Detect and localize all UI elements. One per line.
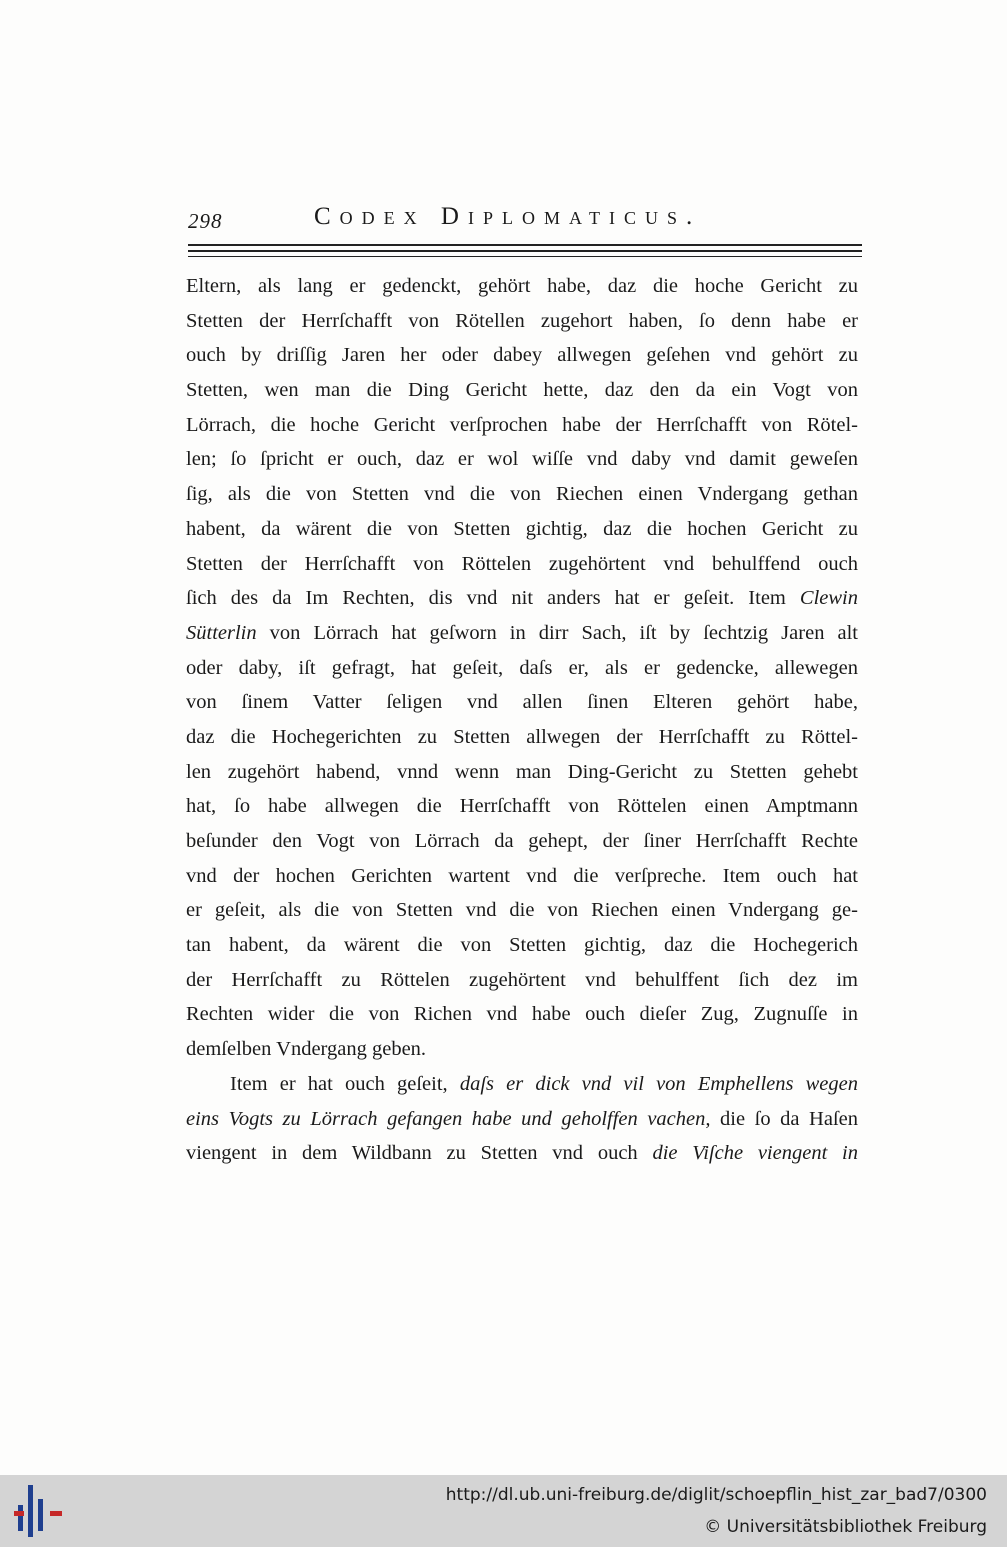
italic-text-segment: die Viſche viengent in: [652, 1142, 858, 1165]
text-line: [186, 685, 858, 720]
text-line: [186, 789, 858, 824]
text-segment: daz die Hochegerichten zu Stetten allwegen der Herrſchafft zu Röttel-: [186, 725, 858, 748]
text-segment: der Herrſchafft zu Röttelen zugehörtent vnd behulffent ſich dez im: [186, 968, 858, 991]
text-line: [186, 477, 858, 512]
text-segment: hat, ſo habe allwegen die Herrſchafft von Röttelen einen Amptmann: [186, 795, 858, 818]
italic-text-segment: eins Vogts zu Lörrach gefangen habe und geholffen vachen,: [186, 1107, 711, 1130]
text-segment: ſich des da Im Rechten, dis vnd nit anders hat er geſeit. Item: [186, 587, 800, 610]
footer-bar: [0, 1475, 1007, 1547]
text-line: [186, 928, 858, 963]
text-segment: vnd der hochen Gerichten wartent vnd die verſpreche. Item ouch hat: [186, 864, 858, 887]
text-line: [186, 512, 858, 547]
page-header: [188, 203, 860, 237]
text-segment: viengent in dem Wildbann zu Stetten vnd ouch: [186, 1142, 653, 1165]
text-line: [186, 581, 858, 616]
text-line: [186, 651, 858, 686]
text-line: [186, 720, 858, 755]
text-line: [186, 1136, 858, 1171]
text-line: [186, 616, 858, 651]
text-segment: tan habent, da wärent die von Stetten gichtig, daz die Hochegerich: [186, 934, 858, 957]
text-segment: ſig, als die von Stetten vnd die von Riechen einen Vndergang gethan: [186, 483, 858, 506]
header-rule-top: [188, 244, 862, 246]
ub-freiburg-logo-icon[interactable]: [14, 1485, 64, 1537]
running-title: Codex Diplomaticus.: [314, 203, 702, 230]
text-segment: Lörrach, die hoche Gericht verſprochen habe der Herrſchafft von Rötel-: [186, 413, 858, 436]
text-line: [186, 408, 858, 443]
text-segment: von ſinem Vatter ſeligen vnd allen ſinen Elteren gehört habe,: [186, 691, 858, 714]
text-line: [186, 304, 858, 339]
text-segment: habent, da wärent die von Stetten gichtig, daz die hochen Gericht zu: [186, 517, 858, 540]
text-line: [186, 859, 858, 894]
text-segment: von Lörrach hat geſworn in dirr Sach, iſt by ſechtzig Jaren alt: [256, 621, 858, 644]
text-line: [186, 1032, 858, 1067]
text-line: [186, 824, 858, 859]
text-line: [186, 997, 858, 1032]
text-segment: beſunder den Vogt von Lörrach da gehept, der ſiner Herrſchafft Rechte: [186, 830, 858, 852]
text-line: [186, 755, 858, 790]
text-segment: Stetten der Herrſchafft von Röttelen zugehörtent vnd behulffend ouch: [186, 552, 858, 575]
text-segment: er geſeit, als die von Stetten vnd die von Riechen einen Vndergang ge-: [186, 899, 858, 922]
header-rule-middle: [188, 250, 862, 252]
text-line: [186, 373, 858, 408]
text-line: [186, 338, 858, 373]
text-segment: demſelben Vndergang geben.: [186, 1038, 427, 1061]
italic-text-segment: Sütterlin: [186, 621, 257, 644]
text-segment: len; ſo ſpricht er ouch, daz er wol wiſſe vnd daby vnd damit geweſen: [186, 448, 858, 471]
permalink-url[interactable]: http://dl.ub.uni-freiburg.de/diglit/schoepflin_hist_zar_bad7/0300: [445, 1485, 987, 1505]
copyright-notice: © Universitätsbibliothek Freiburg: [704, 1517, 987, 1537]
italic-text-segment: daſs er dick vnd vil von Emphellens wegen: [459, 1072, 858, 1095]
header-rule-bottom: [188, 256, 862, 257]
text-line: [186, 893, 858, 928]
text-line: [186, 547, 858, 582]
text-segment: Stetten der Herrſchafft von Rötellen zugehort haben, ſo denn habe er: [186, 309, 858, 332]
text-line: [186, 1067, 858, 1102]
text-line: [186, 1102, 858, 1137]
text-segment: Eltern, als lang er gedenckt, gehört habe, daz die hoche Gericht zu: [186, 275, 858, 297]
text-segment: ouch by driſſig Jaren her oder dabey allwegen geſehen vnd gehört zu: [186, 344, 858, 367]
text-line: [186, 963, 858, 998]
italic-text-segment: Clewin: [799, 587, 858, 610]
text-segment: Stetten, wen man die Ding Gericht hette, daz den da ein Vogt von: [186, 379, 858, 402]
text-line: [186, 269, 858, 304]
text-segment: oder daby, iſt gefragt, hat geſeit, daſs er, als er gedencke, allewegen: [186, 656, 858, 679]
text-line: [186, 442, 858, 477]
page-number: 298: [188, 209, 223, 233]
text-segment: Item er hat ouch geſeit,: [230, 1072, 460, 1095]
body-text: [186, 269, 858, 1171]
text-segment: Rechten wider die von Richen vnd habe ouch dieſer Zug, Zugnuſſe in: [186, 1003, 858, 1026]
text-segment: die ſo da Haſen: [710, 1107, 858, 1130]
text-segment: len zugehört habend, vnnd wenn man Ding-Gericht zu Stetten gehebt: [186, 760, 858, 783]
